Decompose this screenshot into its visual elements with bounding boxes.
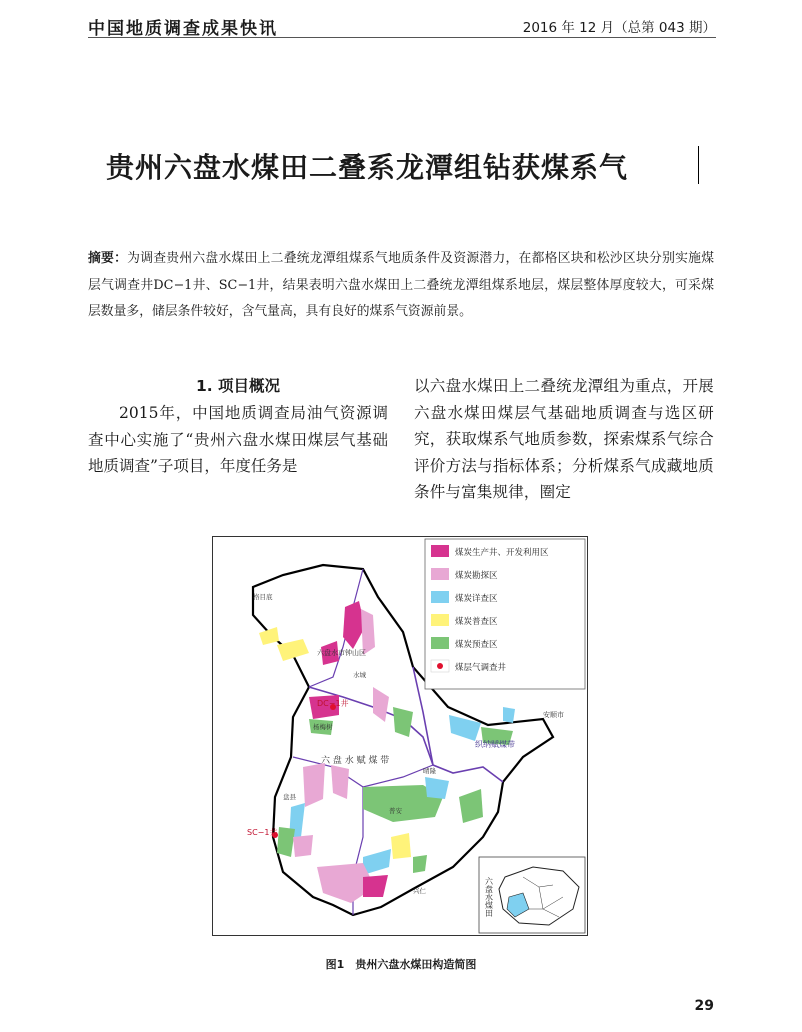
legend-label: 煤炭勘探区: [455, 571, 498, 581]
section-heading: 1. 项目概况: [195, 377, 281, 395]
figure-caption: 图1 贵州六盘水煤田构造简图: [325, 958, 477, 971]
left-column: [88, 373, 388, 480]
abstract-text: 为调查贵州六盘水煤田上二叠统龙潭组煤系气地质条件及资源潜力，在都格区块和松沙区块分别实施煤层气调查井DC−1井、SC−1井，结果表明六盘水煤田上二叠统龙潭组煤系地层，煤层整体厚度较大，可采煤层数量多，储层条件较好，含气量高，具有良好的煤系气资源前景。: [88, 251, 714, 319]
text-cursor: [698, 146, 699, 184]
issue-info: 2016 年 12 月（总第 043 期）: [522, 20, 716, 36]
label-belt2: 织纳赋煤带: [475, 740, 515, 749]
label-town3: 晴隆: [423, 767, 436, 775]
legend-swatch: [431, 614, 449, 626]
label-belt1: 六 盘 水 赋 煤 带: [321, 756, 390, 766]
running-header: [88, 10, 716, 38]
label-town4: 普安: [389, 807, 402, 815]
legend-label: 煤炭预查区: [455, 640, 498, 650]
legend-label: 煤炭普查区: [455, 617, 498, 627]
legend-swatch: [431, 591, 449, 603]
right-column: [414, 373, 714, 506]
body-paragraph: 2015年，中国地质调查局油气资源调查中心实施了“贵州六盘水煤田煤层气基础地质调查”子项目，年度任务是: [88, 404, 388, 475]
label-city1: 六盘水市钟山区: [317, 649, 366, 657]
article-title: 贵州六盘水煤田二叠系龙潭组钻获煤系气: [106, 151, 629, 184]
coalfield-map: [213, 537, 588, 936]
legend-swatch: [431, 637, 449, 649]
inset-label: 六盘水煤田: [484, 877, 494, 917]
label-city2: 安顺市: [543, 711, 564, 719]
legend-label: 煤炭详查区: [455, 594, 498, 604]
legend-swatch: [431, 545, 449, 557]
figure-map: [212, 536, 588, 936]
legend-swatch: [431, 568, 449, 580]
journal-name: 中国地质调查成果快讯: [88, 19, 278, 39]
legend-label: 煤炭生产井、开发利用区: [455, 548, 549, 558]
label-town5: 兴仁: [413, 887, 426, 895]
legend-label: 煤层气调查井: [455, 663, 507, 673]
label-well2: SC−1井: [247, 828, 278, 837]
label-well1: DC−1井: [317, 699, 349, 708]
abstract-label: 摘要：: [88, 251, 128, 266]
label-town7: 盘县: [283, 793, 296, 801]
label-town2: 格目底: [253, 593, 273, 601]
abstract: [88, 246, 714, 326]
body-paragraph-continued: 以六盘水煤田上二叠统龙潭组为重点，开展六盘水煤田煤层气基础地质调查与选区研究，获取煤系气地质参数，探索煤系气综合评价方法与指标体系；分析煤系气成藏地质条件与富集规律，圈定: [414, 377, 714, 501]
legend-well-dot: [437, 663, 443, 669]
page-number: 29: [694, 998, 714, 1014]
label-town6: 水城: [353, 671, 366, 679]
label-town1: 杨梅树: [313, 723, 333, 731]
